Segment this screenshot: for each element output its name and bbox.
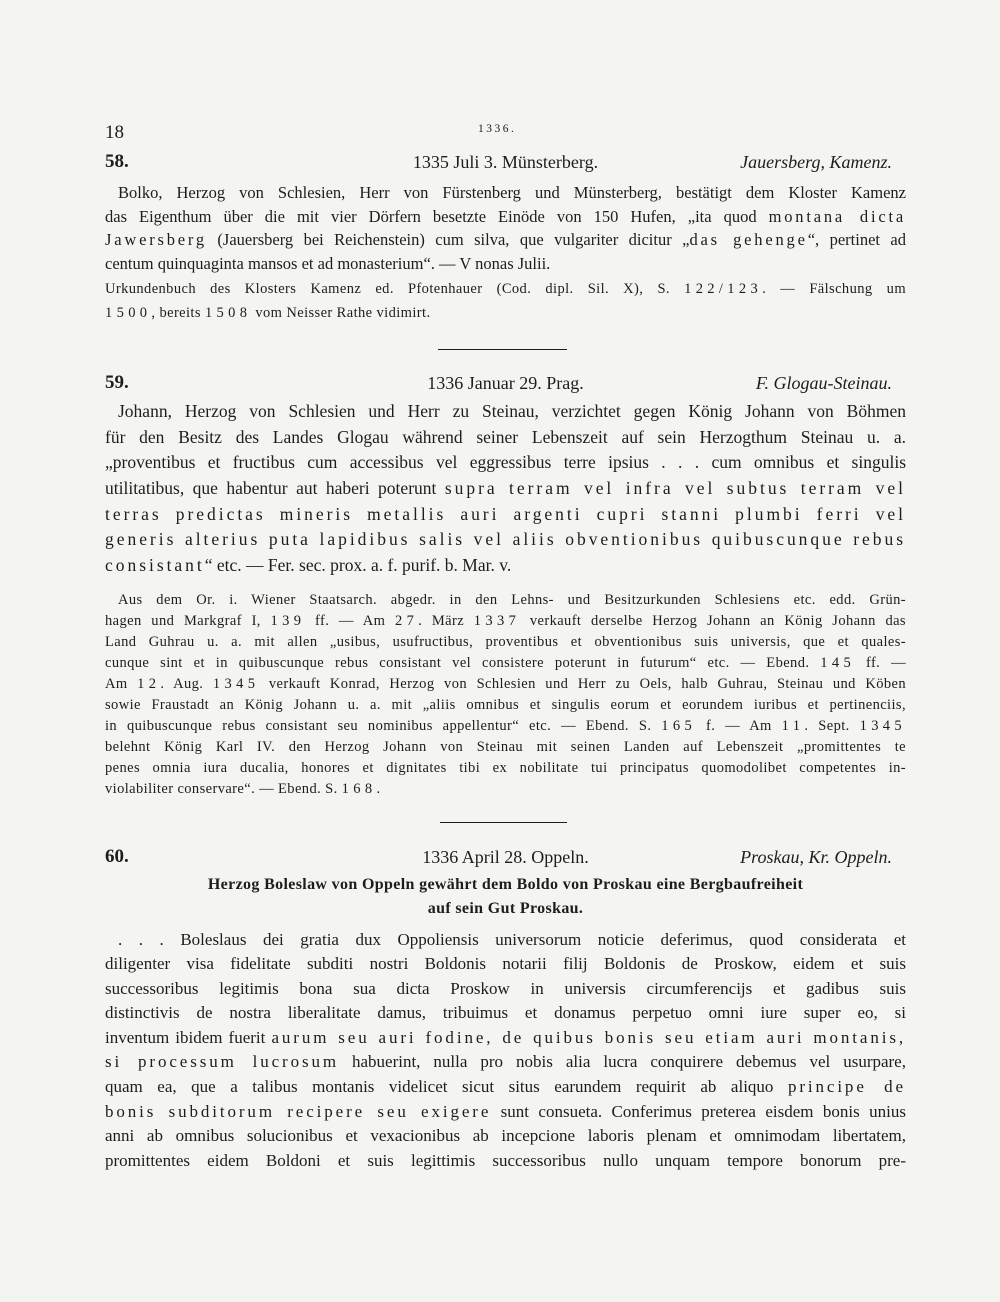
note-line [105, 737, 906, 758]
text-run: “ etc. — Fer. sec. prox. a. f. purif. b. Mar. v. [204, 555, 512, 576]
entry-location: Proskau, Kr. Oppeln. [740, 847, 892, 867]
body-line [105, 928, 906, 953]
text-run: vom Neisser Rathe vidimirt. [251, 305, 431, 321]
text-run: für den Besitz des Landes Glogau während seiner Lebenszeit auf sein Herzogthum Steinau u. a. [105, 426, 906, 447]
text-run: ff. — Am [305, 612, 395, 629]
note-line [105, 277, 906, 301]
entry-body [105, 928, 906, 1173]
line-text [105, 450, 906, 476]
line-text [105, 425, 906, 451]
line-text [105, 1149, 906, 1174]
text-run: das Eigenthum über die mit vier Dörfern besetzte Einöde von 150 Hufen, „ita quod [105, 206, 769, 226]
text-run: “, pertinet ad [807, 230, 906, 250]
line-text [105, 653, 906, 674]
line-text [105, 1026, 906, 1051]
text-run: „proventibus et fructibus cum accessibus vel eggressibus terre ipsius . . . cum omnibus et singulis [105, 452, 906, 473]
note-line [105, 611, 906, 632]
body-line [105, 425, 906, 451]
line-text [105, 758, 906, 779]
text-run: belehnt König Karl IV. den Herzog Johann von Steinau mit seinen Landen auf Lebenszeit „promittentes te [105, 739, 906, 756]
spaced-text-run: Jawersberg [105, 230, 207, 250]
text-run: (Jauersberg bei Reichenstein) cum silva, que vulgariter dicitur „ [206, 230, 690, 250]
entry-date-place: 1335 Juli 3. Münsterberg. [412, 152, 599, 172]
text-run: . Sept. [804, 718, 860, 735]
body-line [105, 1100, 906, 1125]
spaced-text-run: 168 [341, 781, 377, 798]
text-run: Aus dem Or. i. Wiener Staatsarch. abgedr. in den Lehns- und Besitzurkunden Schlesiens etc. edd. Grün- [118, 591, 906, 608]
text-run: distinctivis de nostra liberalitate damus, tribuimus et donamus perpetuo omni iure super eo, si [105, 1003, 906, 1023]
text-run: anni ab omnibus solucionibus et vexacionibus ab incepcione laboris plenam et omnimodam libertatem, [105, 1126, 906, 1146]
entry-date-place: 1336 Januar 29. Prag. [427, 373, 584, 393]
body-line [105, 1026, 906, 1051]
entry-note [105, 277, 906, 325]
entry-note [105, 590, 906, 801]
spaced-text-run: 1337 [473, 612, 521, 629]
line-text [105, 695, 906, 716]
body-line [105, 1001, 906, 1026]
spaced-text-run: generis alterius puta lapidibus salis vel aliis obventionibus quibuscunque rebus [105, 529, 906, 550]
text-run: habuerint, nulla pro nobis alia lucra conquirere debemus vel usurpare, [338, 1052, 906, 1072]
line-text [105, 502, 906, 528]
spaced-text-run: 1508 [204, 305, 252, 321]
spaced-text-run: 12 [137, 675, 161, 692]
body-line [105, 450, 906, 476]
text-run: Bolko, Herzog von Schlesien, Herr von Fürstenberg und Münsterberg, bestätigt dem Kloster Kamenz [118, 183, 906, 202]
entry-location: Jauersberg, Kamenz. [740, 152, 892, 172]
spaced-text-run: das gehenge [689, 230, 808, 250]
line-text [105, 1124, 906, 1149]
section-divider [438, 349, 567, 350]
line-text [105, 779, 381, 800]
text-run: hagen und Markgraf I, [105, 612, 271, 629]
note-line [105, 779, 906, 800]
spaced-text-run: aurum seu auri fodine, de quibus bonis seu etiam auri montanis, [271, 1027, 906, 1047]
line-text [105, 1001, 906, 1026]
spaced-text-run: 139 [270, 612, 306, 629]
line-text [105, 527, 906, 553]
note-line [105, 590, 906, 611]
running-head [0, 0, 1000, 150]
line-text [105, 252, 550, 276]
spaced-text-run: 122/123 [684, 281, 763, 297]
line-text [118, 181, 906, 205]
line-text [105, 674, 906, 695]
text-run: , bereits [151, 305, 205, 321]
text-run: inventum ibidem fuerit [105, 1027, 272, 1047]
spaced-text-run: 11 [781, 718, 805, 735]
entry-date-place: 1336 April 28. Oppeln. [422, 847, 589, 867]
body-line [105, 502, 906, 528]
line-text [105, 228, 906, 252]
running-head-year: 1336. [478, 123, 517, 135]
line-text [105, 205, 906, 229]
note-line [105, 695, 906, 716]
line-text [105, 716, 906, 737]
entry-heading-line: auf sein Gut Proskau. [427, 900, 584, 917]
entry-body [105, 181, 906, 276]
body-line [105, 527, 906, 553]
entry-heading [105, 873, 906, 921]
text-run: utilitatibus, que habentur aut haberi poterunt [105, 478, 445, 499]
body-line [105, 952, 906, 977]
spaced-text-run: bonis subditorum recipere seu exigere [105, 1101, 492, 1121]
text-run: diligenter visa fidelitate subditi nostri Boldonis notarii filij Boldonis de Proskow, eidem et suis [105, 954, 906, 974]
line-text [118, 590, 906, 611]
text-run: Am [105, 675, 138, 692]
spaced-text-run: consistant [105, 555, 205, 576]
line-text [105, 632, 906, 653]
text-run: promittentes eidem Boldoni et suis legittimis successoribus nullo unquam tempore bonorum pre- [105, 1150, 906, 1170]
entry-number: 60. [105, 846, 129, 867]
note-line [105, 301, 906, 325]
text-run: cunque sint et in quibuscunque rebus consistant vel consistere poterunt in futurum“ etc. — Ebend. [105, 654, 821, 671]
text-run: Land Guhrau u. a. mit allen „usibus, usufructibus, proventibus et obventionibus suis universis, que et quales- [105, 633, 906, 650]
text-run: verkauft Konrad, Herzog von Schlesien und Herr zu Oels, halb Guhrau, Steinau und Köben [259, 675, 907, 692]
line-text [105, 952, 906, 977]
note-line [105, 632, 906, 653]
note-line [105, 716, 906, 737]
note-line [105, 674, 906, 695]
spaced-text-run: 165 [661, 718, 697, 735]
line-text [105, 553, 511, 579]
spaced-text-run: principe de [787, 1076, 906, 1096]
body-line [105, 1124, 906, 1149]
spaced-text-run: si processum lucrosum [105, 1052, 339, 1072]
note-line [105, 758, 906, 779]
line-text [118, 399, 906, 425]
entry-number: 59. [105, 372, 129, 393]
text-run: . [376, 781, 381, 798]
body-line [105, 476, 906, 502]
text-run: Urkundenbuch des Klosters Kamenz ed. Pfotenhauer (Cod. dipl. Sil. X), S. [105, 281, 685, 297]
spaced-text-run: 27 [394, 612, 419, 629]
line-text [105, 301, 430, 325]
spaced-text-run: 1345 [859, 718, 906, 735]
line-text [105, 1075, 906, 1100]
text-run: verkauft derselbe Herzog Johann an König Johann das [520, 612, 906, 629]
text-run: . März [418, 612, 474, 629]
entry-number: 58. [105, 151, 129, 172]
entry-header [105, 845, 906, 869]
body-line [105, 1050, 906, 1075]
text-run: . Aug. [160, 675, 213, 692]
line-text [105, 1050, 906, 1075]
body-line [105, 1149, 906, 1174]
text-run: ff. — [855, 654, 907, 671]
text-run: . . . Boleslaus dei gratia dux Oppoliensis universorum noticie deferimus, quod considerata et [118, 929, 906, 949]
note-line [105, 653, 906, 674]
body-line [105, 228, 906, 252]
entry-body [105, 399, 906, 579]
section-divider [440, 822, 567, 823]
page-number: 18 [105, 122, 124, 143]
spaced-text-run: 1345 [212, 675, 260, 692]
text-run: successoribus legitimis bona sua dicta Proskow in universis circumferencijs et gadibus suis [105, 978, 906, 998]
spaced-text-run: supra terram vel infra vel subtus terram vel [444, 478, 906, 499]
text-run: sunt consueta. Conferimus preterea eisdem bonis unius [491, 1101, 907, 1121]
spaced-text-run: 145 [820, 654, 856, 671]
spaced-text-run: montana dicta [768, 206, 906, 226]
body-line [105, 252, 906, 276]
line-text [105, 737, 906, 758]
text-run: Johann, Herzog von Schlesien und Herr zu Steinau, verzichtet gegen König Johann von Böhmen [118, 401, 906, 421]
body-line [105, 1075, 906, 1100]
line-text [105, 1100, 906, 1125]
entry-header [105, 371, 906, 395]
spaced-text-run: 1500 [105, 305, 152, 321]
body-line [105, 205, 906, 229]
entry-header [105, 150, 906, 174]
entry-heading-line: Herzog Boleslaw von Oppeln gewährt dem Boldo von Proskau eine Bergbaufreiheit [207, 876, 804, 893]
text-run: in quibuscunque rebus consistant seu nominibus appellentur“ etc. — Ebend. S. [105, 718, 662, 735]
text-run: violabiliter conservare“. — Ebend. S. [105, 781, 342, 798]
text-run: penes omnia iura ducalia, honores et dignitates tibi ex nobilitate tui principatus quomodolibet competentes in- [105, 760, 906, 777]
line-text [105, 277, 906, 301]
body-line [105, 399, 906, 425]
line-text [118, 928, 906, 953]
body-line [105, 553, 906, 579]
text-run: . — Fälschung um [762, 281, 906, 297]
text-run: centum quinquaginta mansos et ad monasterium“. — V nonas Julii. [105, 254, 551, 274]
entry-location: F. Glogau-Steinau. [755, 373, 892, 393]
line-text [105, 611, 906, 632]
body-line [105, 977, 906, 1002]
body-line [105, 181, 906, 205]
spaced-text-run: terras predictas mineris metallis auri argenti cupri stanni plumbi ferri vel [105, 503, 906, 524]
text-run: sowie Fraustadt an König Johann u. a. mit „aliis omnibus et singulis eorum et eorundem iuribus et pertinenciis, [105, 696, 906, 713]
text-run: f. — Am [696, 718, 782, 735]
line-text [105, 476, 906, 502]
text-run: quam ea, que a talibus montanis videlicet sicut situs earundem requirit ab aliquo [105, 1076, 788, 1096]
line-text [105, 977, 906, 1002]
